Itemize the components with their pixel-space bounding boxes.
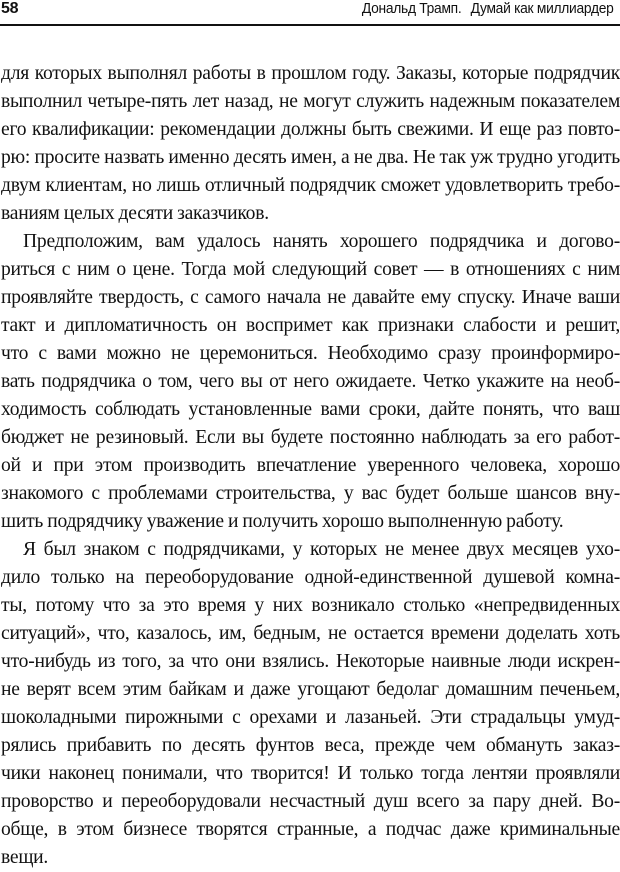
text-line: ты, потому что за это время у них возникало столько «непредвиденных [1, 595, 620, 616]
text-line: ваниям целых десяти заказчиков. [1, 203, 269, 224]
paragraph [1, 60, 620, 228]
body-text [1, 60, 620, 872]
text-line: рялись прибавить по десять фунтов веса, прежде чем обмануть заказ- [1, 735, 620, 756]
text-line: шить подрядчику уважение и получить хорошо выполненную работу. [1, 511, 564, 532]
page-number: 58 [1, 0, 19, 17]
header-rule [0, 24, 620, 26]
text-line: ой и при этом производить впечатление уверенного человека, хорошо [1, 455, 620, 476]
text-line: обще, в этом бизнесе творятся странные, а подчас даже криминальные [1, 819, 620, 840]
text-line: Я был знаком с подрядчиками, у которых не менее двух месяцев ухо- [23, 539, 620, 560]
book-title: Думай как миллиардер [471, 0, 614, 17]
text-line: Предположим, вам удалось нанять хорошего подрядчика и догово- [23, 231, 620, 252]
text-line: проявляйте твердость, с самого начала не давайте ему спуску. Иначе ваши [1, 287, 620, 308]
paragraph [1, 228, 620, 536]
text-line: вещи. [1, 847, 49, 868]
text-line: бюджет не резиновый. Если вы будете постоянно наблюдать за его работ- [1, 427, 620, 448]
text-line: рю: просите назвать именно десять имен, а не два. Не так уж трудно угодить [1, 147, 620, 168]
text-line: ходимость соблюдать установленные вами сроки, дайте понять, что ваш [1, 399, 620, 420]
text-line: риться с ним о цене. Тогда мой следующий совет — в отношениях с ним [1, 259, 620, 280]
text-line: такт и дипломатичность он воспримет как признаки слабости и решит, [1, 315, 620, 336]
paragraph [1, 536, 620, 872]
text-line: двум клиентам, но лишь отличный подрядчик сможет удовлетворить требо- [1, 175, 620, 196]
text-line: что с вами можно не церемониться. Необходимо сразу проинформиро- [1, 343, 620, 364]
text-line: его квалификации: рекомендации должны быть свежими. И еще раз повто- [1, 119, 620, 140]
running-head [362, 0, 614, 17]
text-line: не верят всем этим байкам и даже угощают бедолаг домашним печеньем, [1, 679, 620, 700]
text-line: что-нибудь из того, за что они взялись. Некоторые наивные люди искрен- [1, 651, 620, 672]
author-name: Дональд Трамп. [362, 0, 462, 17]
text-line: проворство и переоборудовали несчастный душ всего за пару дней. Во- [1, 791, 620, 812]
text-line: вать подрядчика о том, чего вы от него ожидаете. Четко укажите на необ- [1, 371, 620, 392]
text-line: знакомого с проблемами строительства, у вас будет больше шансов вну- [1, 483, 620, 504]
text-line: для которых выполнял работы в прошлом году. Заказы, которые подрядчик [1, 63, 620, 84]
text-line: дило только на переоборудование одной-единственной душевой комна- [1, 567, 620, 588]
text-line: чики наконец понимали, что творится! И только тогда лентяи проявляли [1, 763, 620, 784]
text-line: выполнил четыре-пять лет назад, не могут служить надежным показателем [1, 91, 620, 112]
text-line: шоколадными пирожными с орехами и лазаньей. Эти страдальцы умуд- [1, 707, 620, 728]
text-line: ситуаций», что, казалось, им, бедным, не остается времени доделать хоть [1, 623, 620, 644]
